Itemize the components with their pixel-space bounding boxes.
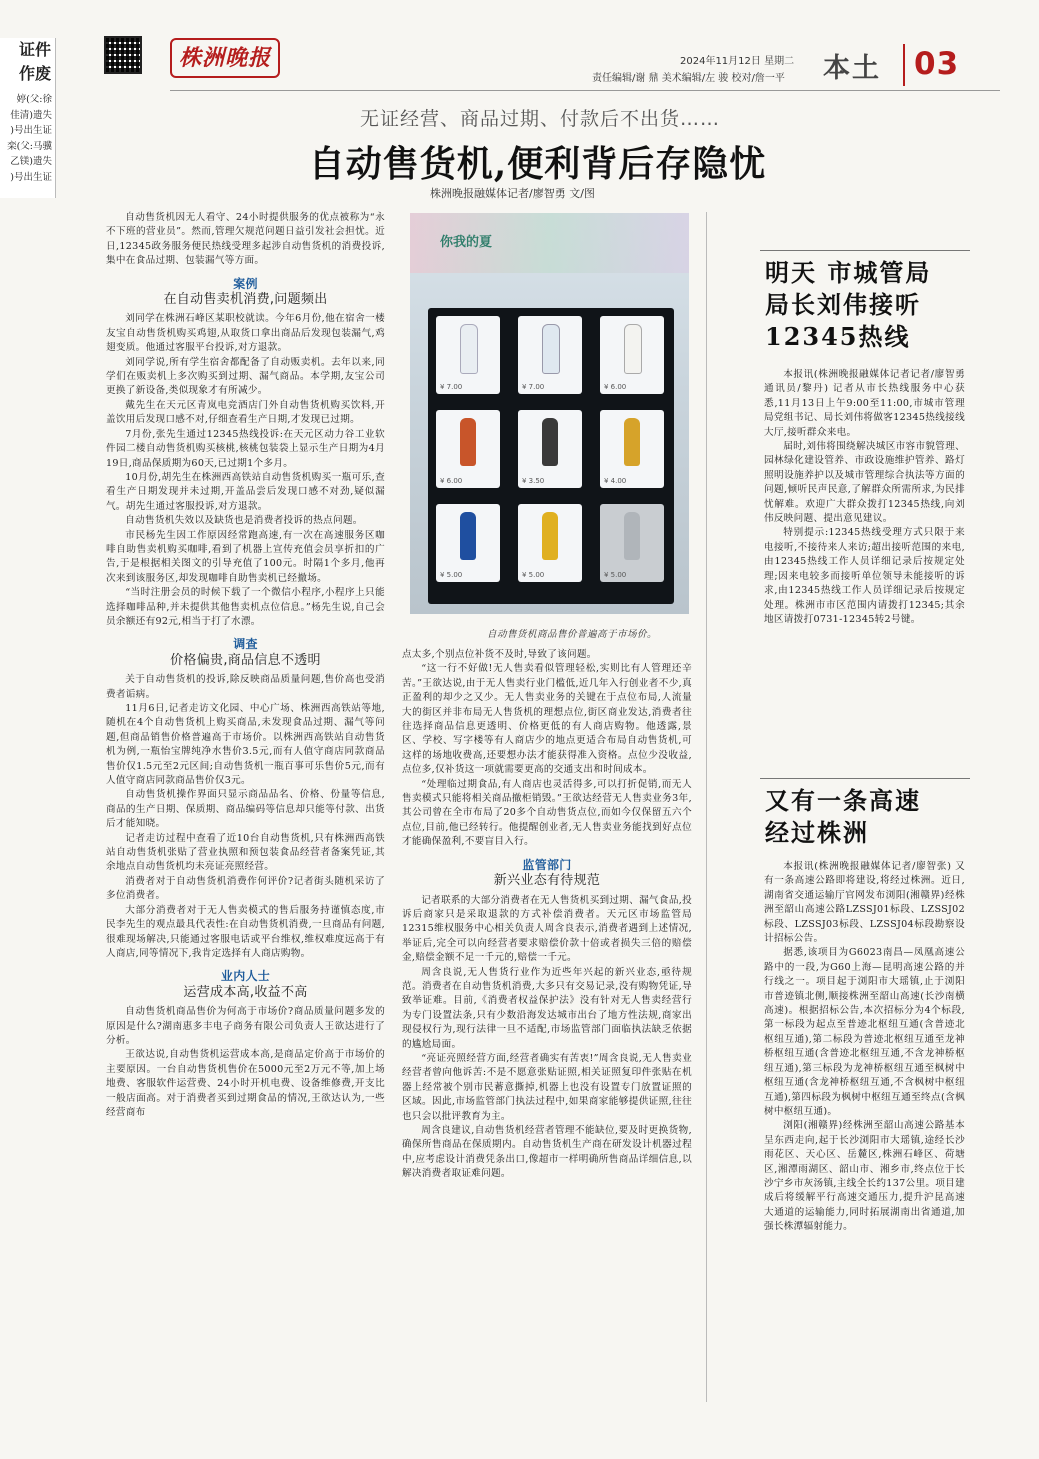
side-story-2-body: [764, 860, 965, 1235]
header-rule: [170, 90, 1000, 91]
headline-line: 又有一条高速: [765, 786, 921, 815]
product-price: ¥ 4.00: [604, 477, 627, 485]
section-name: 本土: [823, 53, 881, 84]
paragraph: 自动售货机商品售价为何高于市场价?商品质量问题多发的原因是什么?湖南惠多丰电子商务有限公司负责人王欲达进行了分析。: [106, 1006, 385, 1046]
product-price: ¥ 5.00: [522, 571, 545, 579]
section-title-regulator: 新兴业态有待规范: [493, 873, 601, 889]
paragraph: 刘同学在株洲石峰区某职校就读。今年6月份,他在宿舍一楼友宝自动售货机购买鸡翅,从取货口拿出商品后发现包装漏气,鸡翅变质。他通过客服平台投诉,对方退款。: [106, 313, 385, 354]
section-title-case: 在自动售卖机消费,问题频出: [163, 292, 328, 308]
product-grid: [436, 316, 666, 596]
paragraph: 王欲达说,自动售货机运营成本高,是商品定价高于市场价的主要原因。一台自动售货机售价在5000元至2万元不等,加上场地费、客服软件运营费、24小时开机电费、设备维修费,开支比一般店面高。对于消费者买到过期食品的情况,王欲达认为,一些经营商布: [106, 1049, 385, 1118]
paragraph: 市民杨先生因工作原因经常跑高速,有一次在高速服务区咖啡自助售卖机购买咖啡,看到了机器上宣传充值会员享折扣的广告,于是根据相关图文的引导充值了100元。时隔1个多月,他再次来到该服务区,却发现咖啡自助售卖机已经撤场。: [106, 529, 385, 584]
strip-line-5: 乙镁)遗失: [10, 156, 52, 167]
paragraph: 大部分消费者对于无人售卖模式的售后服务持谨慎态度,市民李先生的观点最具代表性:在自动售货机消费,一旦商品有问题,很难现场解决,只能通过客服电话或平台维权,维权难度远高于有人商店,同等情况下,我肯定选择有人商店购物。: [106, 904, 385, 959]
product-price: ¥ 6.00: [440, 477, 463, 485]
product-cell: [518, 504, 582, 582]
story-column-2: [402, 648, 692, 1182]
paragraph: 自动售货机操作界面只显示商品品名、价格、份量等信息,商品的生产日期、保质期、商品编码等信息却只能等付款、出货后才能知晓。: [106, 789, 385, 830]
product-cell: [436, 316, 500, 394]
side-story-1-body: [764, 368, 965, 627]
product-price: ¥ 5.00: [440, 571, 463, 579]
paragraph: 特别提示:12345热线受理方式只限于来电接听,不接待来人来访;超出接听范围的来电,由12345热线工作人员详细记录后按规定处理;因来电较多而接听单位领导未能接听的诉求,由12345热线工作人员详细记录后按规定处理。株洲市市区范围内请拨打12345;其余地区请拨打0731-12345转2号键。: [764, 527, 965, 625]
headline-line: 局长刘伟接听: [765, 290, 921, 319]
strip-line-6: )号出生证: [10, 171, 52, 183]
paragraph: 消费者对于自动售货机消费作何评价?记者街头随机采访了多位消费者。: [106, 875, 385, 902]
section-title-investigation: 价格偏贵,商品信息不透明: [170, 652, 321, 668]
strip-line-4: 栾(父:马骥: [7, 140, 52, 152]
paragraph: 戴先生在天元区青岚电竞酒店门外自动售货机购买饮料,开盖饮用后发现口感不对,仔细查看生产日期,才发现已过期。: [106, 399, 385, 426]
story-kicker: 无证经营、商品过期、付款后不出货……: [359, 108, 720, 130]
paragraph: “处理临过期食品,有人商店也灵活得多,可以打折促销,而无人售卖模式只能将相关商品撤柜销毁。”王欲达经营无人售卖业务3年,其公司曾在全市布局了20多个自动售货点位,而如今仅保留五六个点位,目前,他已经转行。他提醒创业者,无人售卖业务能找到好点位才能确保盈利,不要盲目入行。: [402, 778, 692, 848]
paragraph: 关于自动售货机的投诉,除反映商品质量问题,售价高也受消费者诟病。: [106, 674, 385, 700]
paragraph: 周含良建议,自动售货机经营者管理不能缺位,要及时更换货物,确保所售商品在保质期内。自动售货机生产商在研发设计机器过程中,应考虑设计消费凭条出口,像超市一样明确所售商品详细信息,以解决消费者取证难问题。: [402, 1125, 692, 1180]
editors-line: 责任编辑/谢 鼎 美术编辑/左 骏 校对/詹一平: [592, 73, 785, 84]
product-price: ¥ 5.00: [604, 571, 627, 579]
story-rule: [760, 250, 970, 251]
paragraph: 浏阳(湘赣界)经株洲至韶山高速公路基本呈东西走向,起于长沙浏阳市大瑶镇,途经长沙雨花区、天心区、岳麓区,株洲石峰区、荷塘区,湘潭雨湖区、韶山市、湘乡市,终点位于长沙宁乡市灰汤镇,主线全长约137公里。项目建成后将缓解平行高速交通压力,提升沪昆高速大通道的运输能力,同时拓展湖南出省通道,加强长株潭辐射能力。: [764, 1120, 965, 1233]
product-price: ¥ 7.00: [522, 383, 545, 391]
product-price: ¥ 7.00: [440, 383, 463, 391]
product-cell: [518, 316, 582, 394]
column-divider: [706, 212, 707, 1402]
strip-line-2: 佳清)遗失: [10, 109, 52, 121]
paragraph: “这一行不好做!无人售卖看似管理轻松,实则比有人管理还辛苦。”王欲达说,由于无人售卖行业门槛低,近几年入行创业者不少,真正盈利的却少之又少。无人售卖业务的关键在于点位布局,人流量大的街区并非布局无人售货机的理想点位,街区商业发达,消费者往往选择商品信息更透明、价格更低的有人商店购物。他透露,景区、学校、写字楼等有人商店少的地点更适合布局自动售货机,可这样的场地收费高,还要想办法才能获得准入资格。点位少没收益,点位多,仅补货这一项就需要更高的交通支出和时间成本。: [402, 663, 692, 776]
issue-date: 2024年11月12日 星期二: [680, 56, 795, 67]
header-divider: [903, 44, 905, 86]
masthead-logo: 株洲晚报: [170, 38, 280, 78]
product-cell: [518, 410, 582, 488]
story-column-1: [106, 211, 385, 1120]
product-cell: [600, 504, 664, 582]
strip-line-1: 婷(父:徐: [16, 94, 52, 105]
product-price: ¥ 3.50: [522, 477, 545, 485]
paragraph: 7月份,张先生通过12345热线投诉:在天元区动力谷工业软件园二楼自动售货机购买核桃,核桃包装袋上显示生产日期为4月19日,商品保质期为60天,已过期1个多月。: [106, 428, 385, 469]
product-cell: [600, 316, 664, 394]
paragraph: 记者联系的大部分消费者在无人售货机买到过期、漏气食品,投诉后商家只是采取退款的方式补偿消费者。天元区市场监管局12315维权服务中心相关负责人周含良表示,消费者遇到上述情况,举证后,完全可以向经营者要求赔偿价款十倍或者损失三倍的赔偿金,赔偿金额不足一千元的,赔偿一千元。: [402, 894, 692, 964]
paragraph: “亮证亮照经营方面,经营者确实有苦衷!”周含良说,无人售卖业经营者曾向他诉苦:不是不愿意张贴证照,相关证照复印件张贴在机器上经常被个别市民蓄意撕掉,机器上也没有设置专门放置证照的区域。因此,市场监管部门执法过程中,如果商家能够提供证照,往往也只会以批评教育为主。: [402, 1052, 692, 1122]
paragraph: 周含良说,无人售货行业作为近些年兴起的新兴业态,亟待规范。消费者在自动售货机消费,大多只有交易记录,没有购物凭证,导致举证难。目前,《消费者权益保护法》没有针对无人售卖经营行为专门设置法条,只有少数沿海发达城市出台了地方性法规,商家出现侵权行为,现行法律一旦不适配,市场监管部门面临执法缺乏依据的尴尬局面。: [402, 966, 692, 1050]
paragraph: “当时注册会员的时候下载了一个微信小程序,小程序上只能选择咖啡品种,并未提供其他售卖机点位信息。”杨先生说,自己会员余额还有92元,相当于打了水漂。: [106, 587, 385, 627]
qr-code-icon: [104, 36, 142, 74]
paragraph: 10月份,胡先生在株洲西高铁站自动售货机购买一瓶可乐,查看生产日期发现并未过期,开盖品尝后发现口感不对劲,疑似漏气。胡先生通过客服投诉,对方退款。: [106, 471, 385, 512]
vending-machine-photo: [410, 213, 689, 614]
side-story-2-headline: [765, 785, 975, 849]
paragraph: 11月6日,记者走访文化园、中心广场、株洲西高铁站等地,随机在4个自动售货机上购买商品,未发现食品过期、漏气等问题,但商品销售价格普遍高于市场价。以株洲西高铁站自动售货机为例,一瓶怡宝牌纯净水售价3.5元,而有人值守商店同款商品售价仅1.5元至2元区间;自动售货机一瓶百事可乐售价5元,而有人值守商店同款商品售价仅3元。: [106, 703, 385, 787]
product-cell: [600, 410, 664, 488]
section-label-regulator: 监管部门: [522, 857, 572, 872]
product-cell: [436, 410, 500, 488]
strip-line-3: )号出生证: [10, 125, 52, 136]
strip-big-line-1: 证件: [18, 40, 51, 59]
section-label-case: 案例: [233, 276, 258, 291]
strip-big-line-2: 作废: [18, 64, 51, 83]
headline-line: 经过株洲: [765, 818, 869, 847]
product-cell: [436, 504, 500, 582]
page-number: 03: [914, 46, 960, 82]
adjacent-page-strip: [0, 38, 56, 198]
section-label-insider: 业内人士: [220, 969, 271, 984]
paragraph: 本报讯(株洲晚报融媒体记者/廖智张) 又有一条高速公路即将建设,将经过株洲。近日,湖南省交通运输厅官网发布浏阳(湘赣界)经株洲至韶山高速公路LZSSJ01标段、LZSSJ02标段、LZSSJ03标段、LZSSJ04标段勘察设计招标公告。: [764, 861, 965, 945]
side-story-1-headline: [765, 257, 975, 353]
story-headline: 自动售货机,便利背后存隐忧: [308, 143, 767, 185]
photo-caption: 自动售货机商品售价普遍高于市场价。: [487, 629, 658, 640]
paragraph: 届时,刘伟将围绕解决城区市容市貌管理、园林绿化建设管养、市政设施维护管养、路灯照明设施养护以及城市管理综合执法等方面的问题,倾听民声民意,了解群众所需所求,为民排忧解难。欢迎广大群众拨打12345热线,向刘伟反映问题、提出意见建议。: [764, 441, 965, 525]
headline-line: 12345热线: [765, 322, 911, 351]
paragraph: 自动售货机失效以及缺货也是消费者投诉的热点问题。: [125, 515, 363, 527]
section-title-insider: 运营成本高,收益不高: [183, 984, 308, 1000]
paragraph: 记者走访过程中查看了近10台自动售货机,只有株洲西高铁站自动售货机张贴了营业执照和预包装食品经营者备案凭证,其余地点自动售货机均未亮证亮照经营。: [106, 832, 385, 873]
paragraph: 刘同学说,所有学生宿舍都配备了自动贩卖机。去年以来,同学们在贩卖机上多次购买到过期、漏气商品。本学期,友宝公司更换了新设备,类似现象才有所减少。: [106, 356, 385, 397]
story-rule: [760, 778, 970, 779]
paragraph: 点太多,个别点位补货不及时,导致了该问题。: [402, 649, 597, 660]
intro-block: [106, 211, 385, 269]
paragraph: 据悉,该项目为G6023南昌—凤凰高速公路中的一段,为G60上海—昆明高速公路的并行线之一。项目起于浏阳市大瑶镇,止于浏阳市普迹镇北侧,顺接株洲至韶山高速(长沙南横高速)。根据招标公告,本次招标分为4个标段,第一标段为起点至普迹北枢纽互通(含普迹北枢纽互通),第二标段为普迹北枢纽互通至龙神桥枢纽互通(含普迹北枢纽互通,不含龙神桥枢纽互通),第三标段为龙神桥枢纽互通至枫树中枢纽互通(含龙神桥枢纽互通,不含枫树中枢纽互通),第四标段为枫树中枢纽互通至终点(含枫树中枢纽互通)。: [764, 947, 965, 1117]
product-price: ¥ 6.00: [604, 383, 627, 391]
headline-line: 明天 市城管局: [765, 258, 932, 287]
section-label-investigation: 调查: [233, 637, 258, 652]
photo-banner-text: 你我的夏: [440, 235, 493, 250]
paragraph: 自动售货机因无人看守、24小时提供服务的优点被称为“永不下班的营业员”。然而,管理欠规范问题日益引发社会担忧。近日,12345政务服务便民热线受理多起涉自动售货机的消费投诉,集中在食品过期、包装漏气等方面。: [106, 212, 385, 267]
story-byline: 株洲晚报融媒体记者/廖智勇 文/图: [430, 187, 595, 200]
paragraph: 本报讯(株洲晚报融媒体记者记者/廖智勇 通讯员/黎丹) 记者从市长热线服务中心获悉,11月13日上午9:00至11:00,市城市管理局党组书记、局长刘伟将做客12345热线接线大厅,接听群众来电。: [764, 369, 965, 438]
